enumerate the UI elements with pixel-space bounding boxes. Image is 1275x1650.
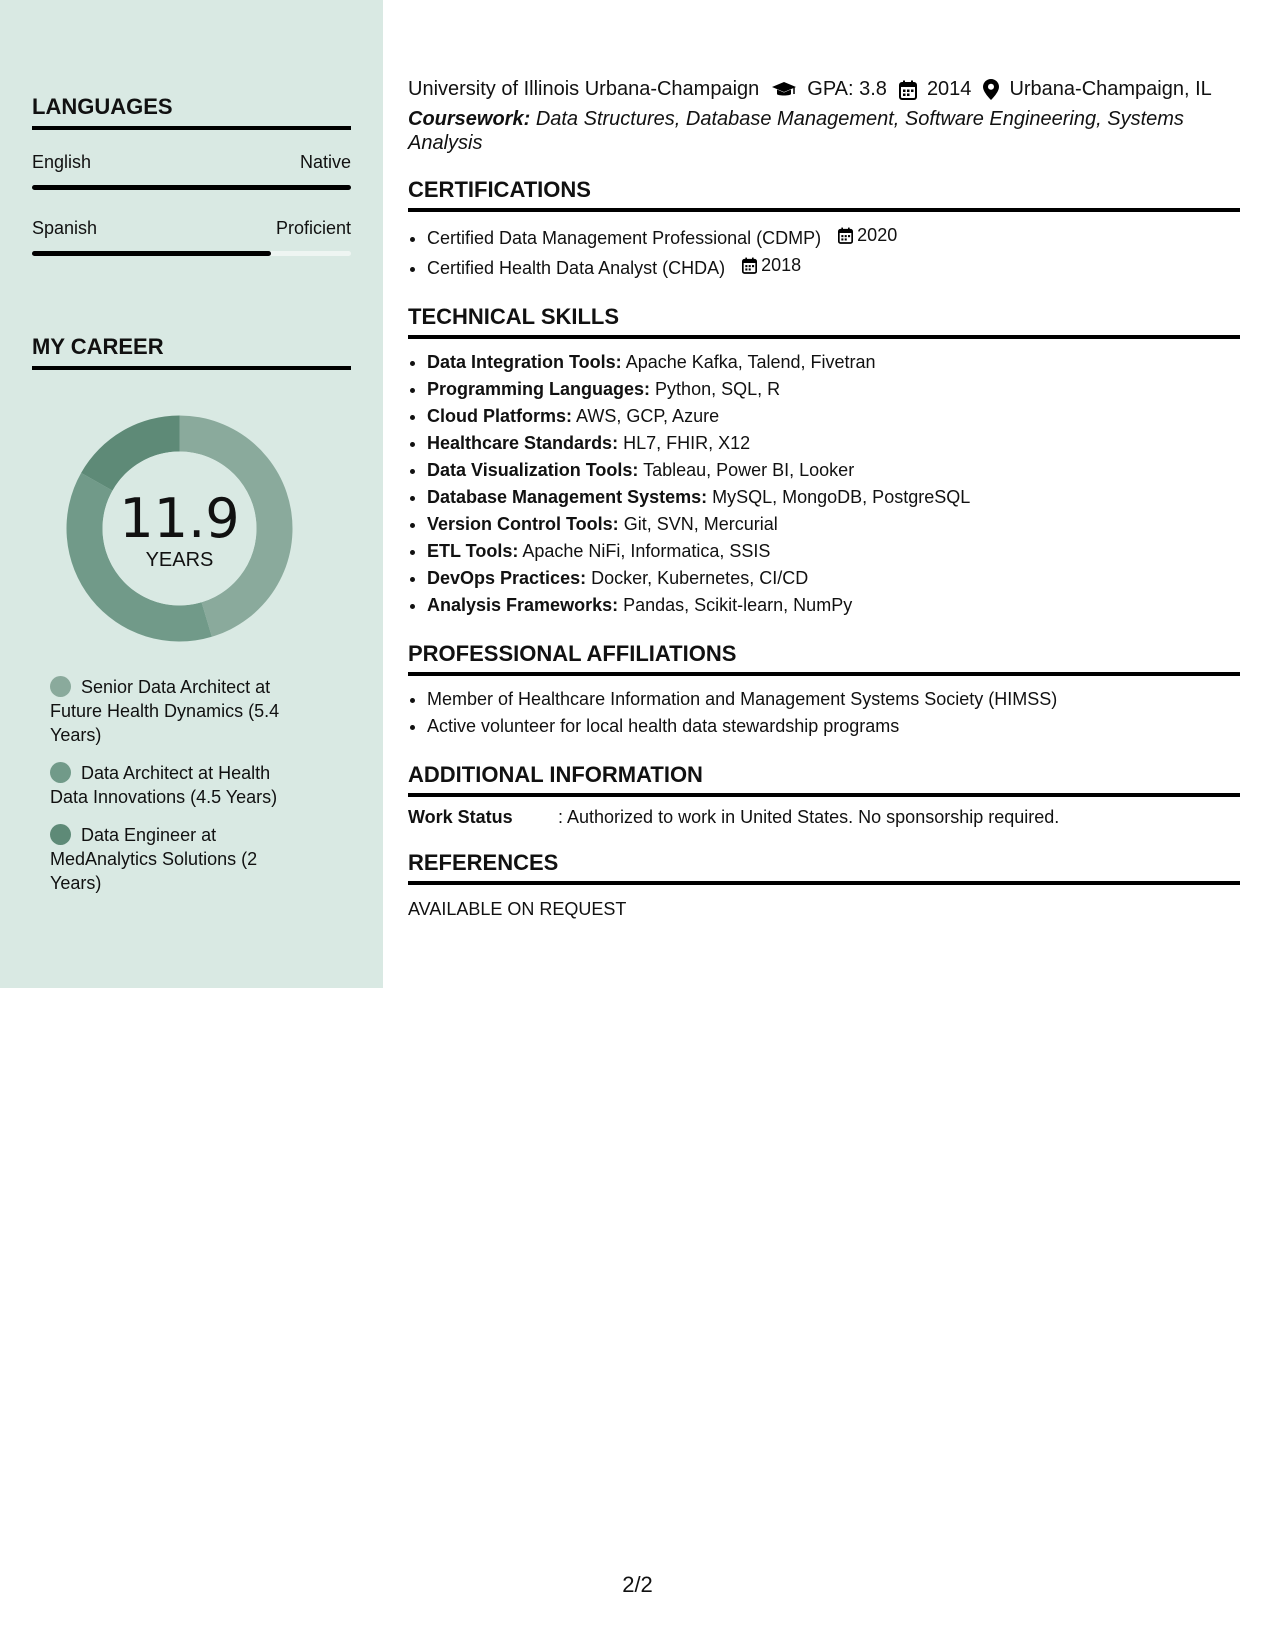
skill-label: Healthcare Standards: <box>427 433 619 453</box>
skill-label: Cloud Platforms: <box>427 406 573 426</box>
skill-label: Analysis Frameworks: <box>427 595 619 615</box>
languages-section <box>32 94 351 256</box>
career-role-label: Data Architect at Health Data Innovations (4.5 Years) <box>50 763 278 807</box>
skill-value: HL7, FHIR, X12 <box>623 433 751 453</box>
skill-label: Data Visualization Tools: <box>427 460 639 480</box>
gpa: GPA: 3.8 <box>807 78 887 100</box>
legend-dot-icon <box>50 676 71 697</box>
skill-label: Programming Languages: <box>427 379 651 399</box>
language-level: Native <box>299 152 351 172</box>
coursework <box>408 107 1240 155</box>
skill-item <box>427 403 1240 430</box>
calendar-icon <box>742 257 757 274</box>
coursework-list: Data Structures, Database Management, Software Engineering, Systems Analysis <box>408 108 1184 154</box>
skill-label: Database Management Systems: <box>427 487 708 507</box>
language-level: Proficient <box>275 218 351 238</box>
skill-value: Python, SQL, R <box>655 379 781 399</box>
skill-value: Pandas, Scikit-learn, NumPy <box>623 595 853 615</box>
skill-value: Tableau, Power BI, Looker <box>643 460 855 480</box>
certification-year: 2018 <box>761 255 802 275</box>
affiliations-heading: PROFESSIONAL AFFILIATIONS <box>408 641 1240 676</box>
career-legend-item <box>50 823 310 895</box>
work-status-label: Work Status <box>408 807 513 827</box>
skill-item <box>427 565 1240 592</box>
certification-name: Certified Data Management Professional (CDMP) <box>427 228 822 248</box>
work-status-value: : Authorized to work in United States. No sponsorship required. <box>558 807 1060 827</box>
work-status-row <box>408 807 1240 828</box>
career-total-unit: YEARS <box>145 549 214 571</box>
language-name: Spanish <box>32 218 98 238</box>
skill-value: Apache Kafka, Talend, Fivetran <box>625 352 876 372</box>
certification-year: 2020 <box>857 225 898 245</box>
certification-item <box>427 252 1240 282</box>
legend-dot-icon <box>50 824 71 845</box>
graduation-cap-icon <box>771 81 797 99</box>
affiliations-list <box>408 686 1240 740</box>
career-heading: MY CAREER <box>32 334 351 370</box>
skill-value: MySQL, MongoDB, PostgreSQL <box>712 487 971 507</box>
skill-value: Apache NiFi, Informatica, SSIS <box>522 541 771 561</box>
certifications-list <box>408 222 1240 282</box>
main-content <box>408 78 1240 920</box>
certifications-heading: CERTIFICATIONS <box>408 177 1240 212</box>
language-bar <box>32 251 351 256</box>
skill-label: Data Integration Tools: <box>427 352 622 372</box>
language-name: English <box>32 152 92 172</box>
language-bar-fill <box>32 185 351 190</box>
skill-value: AWS, GCP, Azure <box>576 406 720 426</box>
additional-info-heading: ADDITIONAL INFORMATION <box>408 762 1240 797</box>
skill-item <box>427 538 1240 565</box>
skill-value: Git, SVN, Mercurial <box>623 514 778 534</box>
skill-item <box>427 484 1240 511</box>
language-bar-fill <box>32 251 271 256</box>
affiliation-item: • Active volunteer for local health data stewardship programs <box>427 713 1240 740</box>
affiliation-item: • Member of Healthcare Information and Management Systems Society (HIMSS) <box>427 686 1240 713</box>
skill-item <box>427 457 1240 484</box>
language-item-spanish <box>32 218 351 256</box>
page-number: 2/2 <box>622 1572 653 1597</box>
career-role-label: Data Engineer at MedAnalytics Solutions (2 Years) <box>50 825 258 893</box>
career-section <box>32 334 351 370</box>
references-text: AVAILABLE ON REQUEST <box>408 899 627 919</box>
certification-item <box>427 222 1240 252</box>
certification-name: Certified Health Data Analyst (CHDA) <box>427 258 726 278</box>
career-legend-item <box>50 761 310 809</box>
skill-label: ETL Tools: <box>427 541 519 561</box>
career-donut-chart <box>66 415 293 642</box>
skill-label: DevOps Practices: <box>427 568 587 588</box>
skill-item <box>427 349 1240 376</box>
location-pin-icon <box>983 79 999 100</box>
graduation-year: 2014 <box>926 78 972 100</box>
skill-value: Docker, Kubernetes, CI/CD <box>591 568 809 588</box>
skill-item <box>427 376 1240 403</box>
sidebar <box>0 0 383 988</box>
language-bar <box>32 185 351 190</box>
skill-item <box>427 592 1240 619</box>
career-legend-item <box>50 675 310 747</box>
skill-item <box>427 430 1240 457</box>
skill-item <box>427 511 1240 538</box>
legend-dot-icon <box>50 762 71 783</box>
coursework-label: Coursework: <box>408 108 531 130</box>
calendar-icon <box>899 80 917 100</box>
language-item-english <box>32 152 351 190</box>
skills-list <box>408 349 1240 619</box>
languages-heading: LANGUAGES <box>32 94 351 130</box>
skills-heading: TECHNICAL SKILLS <box>408 304 1240 339</box>
career-role-label: Senior Data Architect at Future Health Dynamics (5.4 Years) <box>50 677 280 745</box>
school-location: Urbana-Champaign, IL <box>1009 78 1212 100</box>
calendar-icon <box>838 227 853 244</box>
skill-label: Version Control Tools: <box>427 514 619 534</box>
references-heading: REFERENCES <box>408 850 1240 885</box>
career-legend <box>50 675 310 909</box>
school-name: University of Illinois Urbana-Champaign <box>408 78 760 100</box>
education-line <box>408 78 1240 101</box>
career-total-years: 11.9 <box>119 487 240 550</box>
